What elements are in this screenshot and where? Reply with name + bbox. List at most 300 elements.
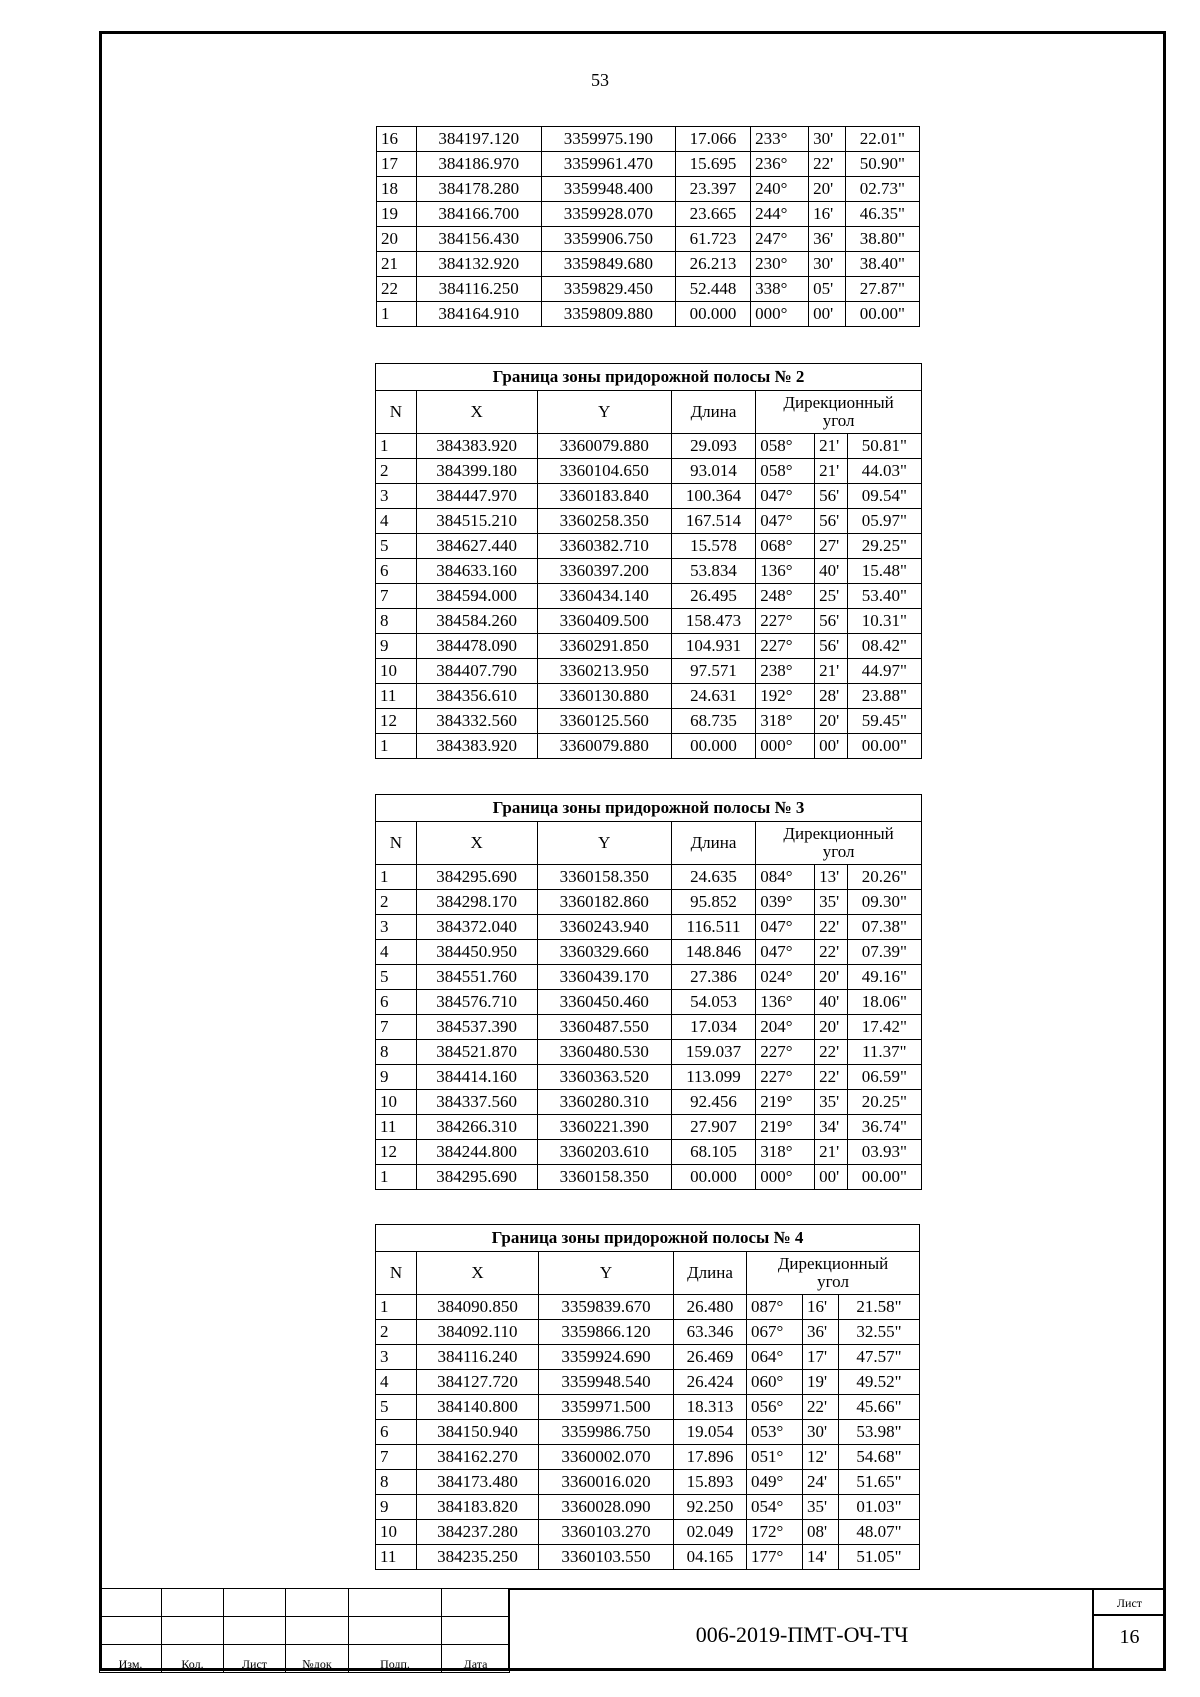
point-number-cell: 8: [376, 1040, 417, 1065]
point-number-cell: 3: [376, 1345, 417, 1370]
coord-x-cell: 384166.700: [416, 202, 541, 227]
table-row: [376, 890, 922, 915]
coord-x-cell: 384521.870: [416, 1040, 537, 1065]
point-number-cell: 7: [376, 1015, 417, 1040]
angle-seconds-cell: 53.98": [839, 1420, 920, 1445]
coord-x-cell: 384237.280: [417, 1520, 539, 1545]
coord-y-cell: 3360103.270: [539, 1520, 674, 1545]
table-title: Граница зоны придорожной полосы № 4: [376, 1225, 920, 1252]
angle-minutes-cell: 27': [815, 534, 848, 559]
length-cell: 68.735: [671, 709, 755, 734]
coord-y-cell: 3360079.880: [537, 734, 671, 759]
angle-degrees-cell: 318°: [756, 709, 815, 734]
length-cell: 15.695: [675, 152, 750, 177]
table-row: [377, 127, 920, 152]
coord-x-cell: 384551.760: [416, 965, 537, 990]
table-row: [376, 965, 922, 990]
angle-degrees-cell: 047°: [756, 509, 815, 534]
coord-x-cell: 384594.000: [416, 584, 537, 609]
angle-seconds-cell: 09.54": [847, 484, 921, 509]
coord-y-cell: 3359975.190: [541, 127, 675, 152]
length-cell: 148.846: [671, 940, 755, 965]
angle-degrees-cell: 233°: [751, 127, 809, 152]
length-cell: 23.397: [675, 177, 750, 202]
length-cell: 95.852: [671, 890, 755, 915]
angle-seconds-cell: 51.65": [839, 1470, 920, 1495]
point-number-cell: 5: [376, 965, 417, 990]
angle-minutes-cell: 12': [803, 1445, 839, 1470]
coord-x-cell: 384178.280: [416, 177, 541, 202]
table-row: [376, 1065, 922, 1090]
angle-degrees-cell: 024°: [756, 965, 815, 990]
angle-seconds-cell: 00.00": [845, 302, 919, 327]
point-number-cell: 6: [376, 559, 417, 584]
point-number-cell: 12: [376, 1140, 417, 1165]
col-header-angle: [747, 1252, 920, 1295]
coord-y-cell: 3360258.350: [537, 509, 671, 534]
coord-y-cell: 3360130.880: [537, 684, 671, 709]
angle-degrees-cell: 230°: [751, 252, 809, 277]
angle-minutes-cell: 22': [809, 152, 846, 177]
table-row: [376, 1395, 920, 1420]
length-cell: 23.665: [675, 202, 750, 227]
coordinates-table-continuation: [376, 126, 920, 327]
angle-degrees-cell: 047°: [756, 915, 815, 940]
angle-seconds-cell: 08.42": [847, 634, 921, 659]
revision-grid: [99, 1588, 510, 1673]
coord-x-cell: 384633.160: [416, 559, 537, 584]
coord-x-cell: 384399.180: [416, 459, 537, 484]
length-cell: 68.105: [671, 1140, 755, 1165]
coord-x-cell: 384478.090: [416, 634, 537, 659]
angle-seconds-cell: 38.40": [845, 252, 919, 277]
table-row: [376, 1345, 920, 1370]
point-number-cell: 7: [376, 584, 417, 609]
length-cell: 93.014: [671, 459, 755, 484]
col-header-length: Длина: [671, 822, 755, 865]
coord-x-cell: 384140.800: [417, 1395, 539, 1420]
coord-x-cell: 384162.270: [417, 1445, 539, 1470]
length-cell: 04.165: [674, 1545, 747, 1570]
table-row: [376, 584, 922, 609]
table-row: [376, 1015, 922, 1040]
angle-degrees-cell: 053°: [747, 1420, 803, 1445]
length-cell: 00.000: [671, 1165, 755, 1190]
length-cell: 61.723: [675, 227, 750, 252]
coord-y-cell: 3360243.940: [537, 915, 671, 940]
angle-seconds-cell: 50.81": [847, 434, 921, 459]
angle-degrees-cell: 039°: [756, 890, 815, 915]
angle-seconds-cell: 18.06": [847, 990, 921, 1015]
stamp-label-date: Дата: [442, 1645, 510, 1673]
angle-seconds-cell: 44.97": [847, 659, 921, 684]
point-number-cell: 8: [376, 609, 417, 634]
length-cell: 104.931: [671, 634, 755, 659]
table-row: [376, 915, 922, 940]
col-header-x: X: [416, 391, 537, 434]
point-number-cell: 6: [376, 1420, 417, 1445]
angle-degrees-cell: 236°: [751, 152, 809, 177]
length-cell: 00.000: [671, 734, 755, 759]
angle-minutes-cell: 05': [809, 277, 846, 302]
angle-minutes-cell: 56': [815, 484, 848, 509]
angle-seconds-cell: 47.57": [839, 1345, 920, 1370]
length-cell: 17.896: [674, 1445, 747, 1470]
angle-seconds-cell: 50.90": [845, 152, 919, 177]
point-number-cell: 11: [376, 1115, 417, 1140]
length-cell: 92.456: [671, 1090, 755, 1115]
point-number-cell: 5: [376, 534, 417, 559]
angle-degrees-cell: 054°: [747, 1495, 803, 1520]
table-row: [376, 1420, 920, 1445]
coord-x-cell: 384127.720: [417, 1370, 539, 1395]
coord-y-cell: 3360002.070: [539, 1445, 674, 1470]
table-row: [376, 1140, 922, 1165]
coord-y-cell: 3360382.710: [537, 534, 671, 559]
angle-minutes-cell: 36': [809, 227, 846, 252]
stamp-label-sheet: Лист: [224, 1645, 286, 1673]
coord-x-cell: 384298.170: [416, 890, 537, 915]
length-cell: 158.473: [671, 609, 755, 634]
length-cell: 63.346: [674, 1320, 747, 1345]
angle-seconds-cell: 07.38": [847, 915, 921, 940]
angle-seconds-cell: 11.37": [847, 1040, 921, 1065]
stamp-label-doc-number: №док: [286, 1645, 349, 1673]
coord-x-cell: 384332.560: [416, 709, 537, 734]
coord-y-cell: 3360329.660: [537, 940, 671, 965]
angle-degrees-cell: 000°: [751, 302, 809, 327]
table-row: [377, 252, 920, 277]
angle-minutes-cell: 34': [815, 1115, 848, 1140]
table-row: [376, 684, 922, 709]
angle-seconds-cell: 54.68": [839, 1445, 920, 1470]
point-number-cell: 10: [376, 1520, 417, 1545]
angle-minutes-cell: 00': [815, 1165, 848, 1190]
document-code-cell: [508, 1588, 1094, 1670]
col-header-angle: [756, 391, 922, 434]
length-cell: 116.511: [671, 915, 755, 940]
table-row: [377, 177, 920, 202]
angle-minutes-cell: 21': [815, 459, 848, 484]
length-cell: 29.093: [671, 434, 755, 459]
coord-x-cell: 384090.850: [417, 1295, 539, 1320]
coord-x-cell: 384337.560: [416, 1090, 537, 1115]
coord-x-cell: 384235.250: [417, 1545, 539, 1570]
point-number-cell: 1: [376, 1165, 417, 1190]
coord-y-cell: 3360450.460: [537, 990, 671, 1015]
point-number-cell: 7: [376, 1445, 417, 1470]
sheet-number: 16: [1119, 1626, 1140, 1648]
angle-degrees-cell: 227°: [756, 1040, 815, 1065]
angle-seconds-cell: 46.35": [845, 202, 919, 227]
angle-seconds-cell: 02.73": [845, 177, 919, 202]
angle-seconds-cell: 05.97": [847, 509, 921, 534]
table-row: [376, 734, 922, 759]
length-cell: 17.066: [675, 127, 750, 152]
length-cell: 167.514: [671, 509, 755, 534]
point-number-cell: 1: [376, 1295, 417, 1320]
angle-degrees-cell: 238°: [756, 659, 815, 684]
angle-minutes-cell: 22': [815, 1040, 848, 1065]
angle-minutes-cell: 16': [809, 202, 846, 227]
table-row: [376, 1115, 922, 1140]
col-header-n: N: [376, 822, 417, 865]
point-number-cell: 1: [376, 434, 417, 459]
angle-seconds-cell: 51.05": [839, 1545, 920, 1570]
length-cell: 19.054: [674, 1420, 747, 1445]
coord-y-cell: 3359849.680: [541, 252, 675, 277]
angle-seconds-cell: 29.25": [847, 534, 921, 559]
table-row: [376, 509, 922, 534]
table-row: [376, 990, 922, 1015]
coord-x-cell: 384383.920: [416, 434, 537, 459]
angle-degrees-cell: 000°: [756, 1165, 815, 1190]
angle-minutes-cell: 19': [803, 1370, 839, 1395]
coord-x-cell: 384515.210: [416, 509, 537, 534]
coord-x-cell: 384627.440: [416, 534, 537, 559]
angle-degrees-cell: 136°: [756, 559, 815, 584]
length-cell: 92.250: [674, 1495, 747, 1520]
length-cell: 54.053: [671, 990, 755, 1015]
angle-degrees-cell: 219°: [756, 1115, 815, 1140]
angle-seconds-cell: 15.48": [847, 559, 921, 584]
angle-seconds-cell: 17.42": [847, 1015, 921, 1040]
length-cell: 26.469: [674, 1345, 747, 1370]
angle-minutes-cell: 22': [815, 915, 848, 940]
coord-y-cell: 3360079.880: [537, 434, 671, 459]
angle-seconds-cell: 01.03": [839, 1495, 920, 1520]
angle-degrees-cell: 247°: [751, 227, 809, 252]
angle-seconds-cell: 59.45": [847, 709, 921, 734]
length-cell: 24.635: [671, 865, 755, 890]
angle-minutes-cell: 08': [803, 1520, 839, 1545]
table-row: [376, 534, 922, 559]
point-number-cell: 2: [376, 890, 417, 915]
angle-minutes-cell: 35': [803, 1495, 839, 1520]
angle-seconds-cell: 07.39": [847, 940, 921, 965]
title-block: [99, 1588, 1166, 1671]
table-row: [376, 459, 922, 484]
point-number-cell: 4: [376, 940, 417, 965]
coord-x-cell: 384407.790: [416, 659, 537, 684]
coord-y-cell: 3360182.860: [537, 890, 671, 915]
coord-y-cell: 3360434.140: [537, 584, 671, 609]
coordinates-table-zone-4: [375, 1224, 920, 1570]
angle-seconds-cell: 03.93": [847, 1140, 921, 1165]
point-number-cell: 19: [377, 202, 417, 227]
coord-x-cell: 384295.690: [416, 1165, 537, 1190]
col-header-y: Y: [537, 822, 671, 865]
stamp-label-change: Изм.: [100, 1645, 162, 1673]
table-row: [376, 1320, 920, 1345]
coord-x-cell: 384383.920: [416, 734, 537, 759]
coord-y-cell: 3360158.350: [537, 1165, 671, 1190]
col-header-angle-line1: Дирекционный: [783, 824, 894, 843]
coord-y-cell: 3359928.070: [541, 202, 675, 227]
angle-minutes-cell: 16': [803, 1295, 839, 1320]
angle-minutes-cell: 20': [809, 177, 846, 202]
table-row: [376, 559, 922, 584]
angle-seconds-cell: 45.66": [839, 1395, 920, 1420]
angle-minutes-cell: 22': [815, 940, 848, 965]
angle-minutes-cell: 35': [815, 1090, 848, 1115]
coord-x-cell: 384584.260: [416, 609, 537, 634]
coord-y-cell: 3360103.550: [539, 1545, 674, 1570]
angle-minutes-cell: 35': [815, 890, 848, 915]
col-header-x: X: [416, 822, 537, 865]
length-cell: 15.893: [674, 1470, 747, 1495]
document-code: 006-2019-ПМТ-ОЧ-ТЧ: [695, 1622, 909, 1647]
coord-y-cell: 3360213.950: [537, 659, 671, 684]
length-cell: 26.495: [671, 584, 755, 609]
angle-degrees-cell: 204°: [756, 1015, 815, 1040]
coord-x-cell: 384183.820: [417, 1495, 539, 1520]
col-header-y: Y: [537, 391, 671, 434]
angle-minutes-cell: 28': [815, 684, 848, 709]
point-number-cell: 4: [376, 509, 417, 534]
table-row: [376, 709, 922, 734]
angle-degrees-cell: 248°: [756, 584, 815, 609]
angle-minutes-cell: 13': [815, 865, 848, 890]
col-header-angle-line2: угол: [822, 842, 855, 861]
length-cell: 53.834: [671, 559, 755, 584]
table-row: [376, 1470, 920, 1495]
angle-degrees-cell: 047°: [756, 940, 815, 965]
stamp-label-quantity: Кол.: [162, 1645, 224, 1673]
coord-y-cell: 3359948.540: [539, 1370, 674, 1395]
point-number-cell: 9: [376, 1495, 417, 1520]
coord-y-cell: 3359839.670: [539, 1295, 674, 1320]
table-row: [376, 1445, 920, 1470]
angle-minutes-cell: 21': [815, 659, 848, 684]
coord-y-cell: 3360439.170: [537, 965, 671, 990]
angle-seconds-cell: 20.25": [847, 1090, 921, 1115]
angle-seconds-cell: 44.03": [847, 459, 921, 484]
angle-degrees-cell: 058°: [756, 459, 815, 484]
table-row: [376, 1545, 920, 1570]
coord-x-cell: 384450.950: [416, 940, 537, 965]
coord-y-cell: 3360183.840: [537, 484, 671, 509]
col-header-n: N: [376, 391, 417, 434]
point-number-cell: 18: [377, 177, 417, 202]
table-row: [377, 277, 920, 302]
coord-y-cell: 3360104.650: [537, 459, 671, 484]
table-row: [376, 1520, 920, 1545]
col-header-n: N: [376, 1252, 417, 1295]
coordinates-table-zone-2: [375, 363, 922, 759]
point-number-cell: 3: [376, 484, 417, 509]
point-number-cell: 11: [376, 1545, 417, 1570]
table-row: [376, 1370, 920, 1395]
length-cell: 26.480: [674, 1295, 747, 1320]
coordinates-table-zone-3: [375, 794, 922, 1190]
coord-y-cell: 3359948.400: [541, 177, 675, 202]
table-title: Граница зоны придорожной полосы № 2: [376, 364, 922, 391]
point-number-cell: 3: [376, 915, 417, 940]
coord-y-cell: 3360221.390: [537, 1115, 671, 1140]
point-number-cell: 17: [377, 152, 417, 177]
coord-x-cell: 384266.310: [416, 1115, 537, 1140]
table-row: [376, 434, 922, 459]
angle-seconds-cell: 48.07": [839, 1520, 920, 1545]
angle-minutes-cell: 20': [815, 1015, 848, 1040]
angle-minutes-cell: 56': [815, 634, 848, 659]
coord-x-cell: 384537.390: [416, 1015, 537, 1040]
coord-y-cell: 3360480.530: [537, 1040, 671, 1065]
coord-x-cell: 384164.910: [416, 302, 541, 327]
table-row: [376, 1165, 922, 1190]
length-cell: 15.578: [671, 534, 755, 559]
coord-x-cell: 384156.430: [416, 227, 541, 252]
angle-minutes-cell: 56': [815, 609, 848, 634]
angle-minutes-cell: 17': [803, 1345, 839, 1370]
point-number-cell: 9: [376, 634, 417, 659]
coord-y-cell: 3359809.880: [541, 302, 675, 327]
angle-minutes-cell: 00': [815, 734, 848, 759]
coord-x-cell: 384372.040: [416, 915, 537, 940]
length-cell: 27.386: [671, 965, 755, 990]
coord-x-cell: 384092.110: [417, 1320, 539, 1345]
coord-y-cell: 3360363.520: [537, 1065, 671, 1090]
coord-x-cell: 384186.970: [416, 152, 541, 177]
angle-seconds-cell: 49.16": [847, 965, 921, 990]
point-number-cell: 10: [376, 659, 417, 684]
coord-y-cell: 3359971.500: [539, 1395, 674, 1420]
table-row: [376, 1495, 920, 1520]
angle-minutes-cell: 14': [803, 1545, 839, 1570]
angle-seconds-cell: 10.31": [847, 609, 921, 634]
length-cell: 26.213: [675, 252, 750, 277]
length-cell: 159.037: [671, 1040, 755, 1065]
coord-y-cell: 3360291.850: [537, 634, 671, 659]
angle-seconds-cell: 32.55": [839, 1320, 920, 1345]
table-row: [377, 302, 920, 327]
coord-y-cell: 3359829.450: [541, 277, 675, 302]
col-header-angle: [756, 822, 922, 865]
length-cell: 24.631: [671, 684, 755, 709]
angle-degrees-cell: 244°: [751, 202, 809, 227]
angle-degrees-cell: 227°: [756, 1065, 815, 1090]
coord-x-cell: 384447.970: [416, 484, 537, 509]
coord-x-cell: 384244.800: [416, 1140, 537, 1165]
col-header-length: Длина: [674, 1252, 747, 1295]
angle-seconds-cell: 27.87": [845, 277, 919, 302]
coord-x-cell: 384414.160: [416, 1065, 537, 1090]
angle-minutes-cell: 24': [803, 1470, 839, 1495]
angle-degrees-cell: 192°: [756, 684, 815, 709]
coord-y-cell: 3359906.750: [541, 227, 675, 252]
angle-minutes-cell: 36': [803, 1320, 839, 1345]
coord-y-cell: 3360158.350: [537, 865, 671, 890]
coord-y-cell: 3360125.560: [537, 709, 671, 734]
angle-degrees-cell: 136°: [756, 990, 815, 1015]
point-number-cell: 1: [376, 734, 417, 759]
point-number-cell: 8: [376, 1470, 417, 1495]
point-number-cell: 16: [377, 127, 417, 152]
table-row: [377, 202, 920, 227]
point-number-cell: 20: [377, 227, 417, 252]
point-number-cell: 5: [376, 1395, 417, 1420]
angle-minutes-cell: 21': [815, 434, 848, 459]
table-row: [376, 484, 922, 509]
angle-degrees-cell: 338°: [751, 277, 809, 302]
point-number-cell: 21: [377, 252, 417, 277]
angle-degrees-cell: 172°: [747, 1520, 803, 1545]
angle-seconds-cell: 06.59": [847, 1065, 921, 1090]
sheet-cell: [1092, 1588, 1165, 1670]
angle-minutes-cell: 20': [815, 965, 848, 990]
angle-minutes-cell: 56': [815, 509, 848, 534]
